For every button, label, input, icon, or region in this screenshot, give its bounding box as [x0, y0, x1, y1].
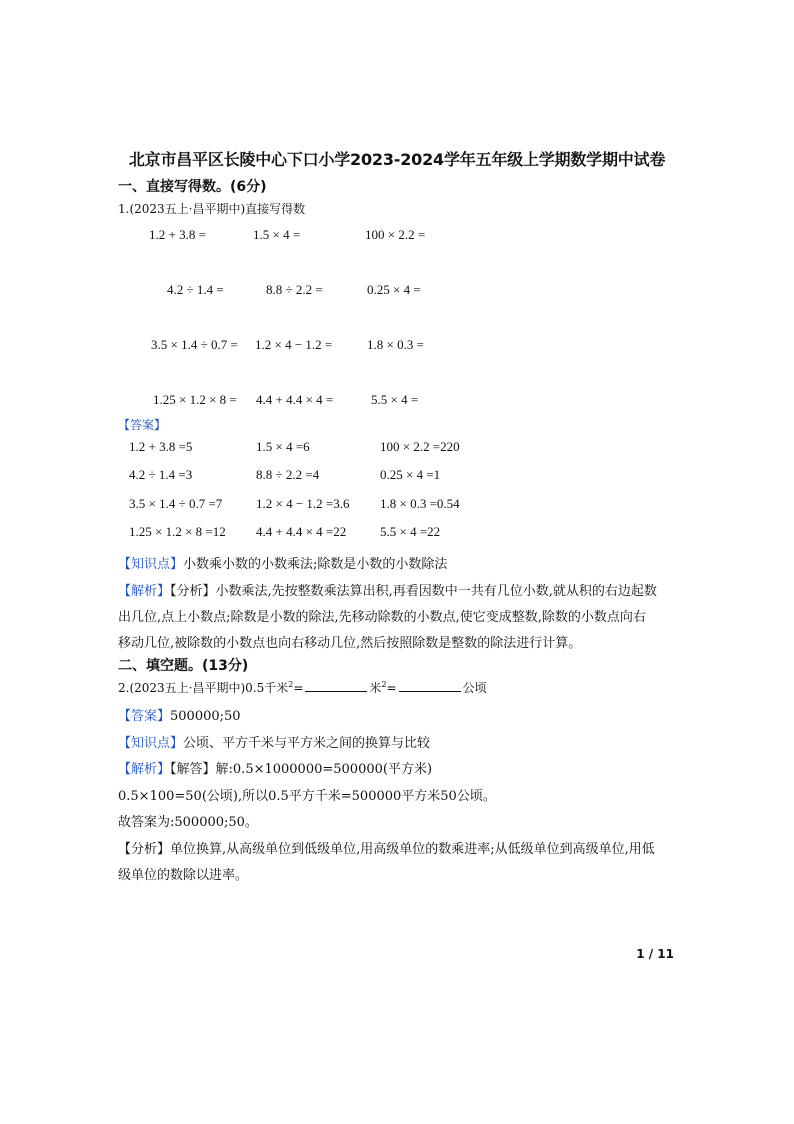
problem: 3.5 × 1.4 ÷ 0.7 =	[151, 337, 238, 352]
solution-line-3: 故答案为:500000;50。	[118, 815, 258, 830]
answer-blank-2[interactable]	[399, 679, 461, 692]
question-2-label: 2.(2023五上·昌平期中)0.5千米	[118, 681, 289, 695]
analysis-tag: 【解析】	[118, 584, 171, 599]
section-heading-1: 一、直接写得数。(6分)	[118, 179, 267, 195]
answer: 0.25 × 4 =1	[380, 467, 441, 482]
analysis-text: 小数乘法,先按整数乘法算出积,再看因数中一共有几位小数,就从积的右边起数	[215, 584, 657, 599]
answer: 1.2 + 3.8 =5	[129, 439, 193, 454]
page-title: 北京市昌平区长陵中心下口小学2023-2024学年五年级上学期数学期中试卷	[128, 150, 666, 169]
answer: 5.5 × 4 =22	[380, 524, 441, 539]
analysis-tag: 【解析】	[118, 762, 171, 777]
knowledge-text: 小数乘小数的小数乘法;除数是小数的小数除法	[183, 557, 448, 572]
solution-subtag: 【解答】	[170, 762, 216, 777]
answer: 4.2 ÷ 1.4 =3	[129, 467, 193, 482]
solution-text: 解:0.5×1000000=500000(平方米)	[215, 762, 433, 777]
analysis-line-2-3: 级单位的数除以进率。	[118, 868, 249, 883]
problem: 1.2 + 3.8 =	[149, 227, 206, 242]
problem: 100 × 2.2 =	[365, 227, 426, 242]
equals-sign: =	[386, 681, 397, 695]
knowledge-tag: 【知识点】	[118, 557, 184, 572]
analysis-line-2-1	[118, 758, 432, 777]
answer: 1.25 × 1.2 × 8 =12	[129, 524, 226, 539]
section-heading-2: 二、填空题。(13分)	[118, 658, 249, 674]
problem: 0.25 × 4 =	[367, 282, 421, 297]
problem: 1.8 × 0.3 =	[367, 337, 424, 352]
page-number: 1 / 11	[636, 947, 674, 961]
answer-text: 500000;50	[170, 709, 241, 724]
solution-line-2: 0.5×100=50(公顷),所以0.5平方千米=500000平方米50公顷。	[118, 789, 496, 804]
answer: 4.4 + 4.4 × 4 =22	[256, 524, 347, 539]
analysis-text: 单位换算,从高级单位到低级单位,用高级单位的数乘进率;从低级单位到高级单位,用低	[170, 842, 655, 857]
knowledge-line-2	[118, 732, 430, 751]
answer: 1.5 × 4 =6	[256, 439, 310, 454]
knowledge-tag: 【知识点】	[118, 736, 184, 751]
analysis-line-2-2	[118, 838, 655, 857]
answer: 8.8 ÷ 2.2 =4	[256, 467, 320, 482]
analysis-line-3: 移动几位,被除数的小数点也向右移动几位,然后按照除数是整数的除法进行计算。	[118, 636, 582, 651]
answer-tag: 【答案】	[118, 418, 167, 432]
problem: 8.8 ÷ 2.2 =	[266, 282, 323, 297]
knowledge-text: 公顷、平方千米与平方米之间的换算与比较	[183, 736, 431, 751]
unit-label: 米	[369, 681, 382, 695]
analysis-subtag: 【分析】	[118, 842, 171, 857]
problem: 1.5 × 4 =	[253, 227, 301, 242]
answer: 3.5 × 1.4 ÷ 0.7 =7	[129, 496, 223, 511]
problem: 5.5 × 4 =	[371, 392, 419, 407]
question-1-label: 1.(2023五上·昌平期中)直接写得数	[118, 202, 306, 216]
superscript: 2	[381, 680, 387, 689]
analysis-subtag: 【分析】	[170, 584, 216, 599]
problem: 4.4 + 4.4 × 4 =	[256, 392, 334, 407]
problem: 1.25 × 1.2 × 8 =	[153, 392, 237, 407]
analysis-line-2: 出几位,点上小数点;除数是小数的除法,先移动除数的小数点,使它变成整数,除数的小数点向右	[118, 610, 646, 625]
answer-tag: 【答案】	[118, 709, 171, 724]
problem: 1.2 × 4 − 1.2 =	[255, 337, 333, 352]
answer-blank-1[interactable]	[305, 679, 367, 692]
answer: 100 × 2.2 =220	[380, 439, 460, 454]
answer: 1.2 × 4 − 1.2 =3.6	[256, 496, 350, 511]
answer-line-2	[118, 705, 241, 724]
analysis-line-1	[118, 580, 657, 599]
unit-label: 公顷	[462, 681, 487, 695]
superscript: 2	[288, 680, 294, 689]
question-2-line	[118, 679, 487, 696]
problem: 4.2 ÷ 1.4 =	[167, 282, 224, 297]
equals-sign: =	[293, 681, 304, 695]
knowledge-line	[118, 553, 447, 572]
answer: 1.8 × 0.3 =0.54	[380, 496, 460, 511]
